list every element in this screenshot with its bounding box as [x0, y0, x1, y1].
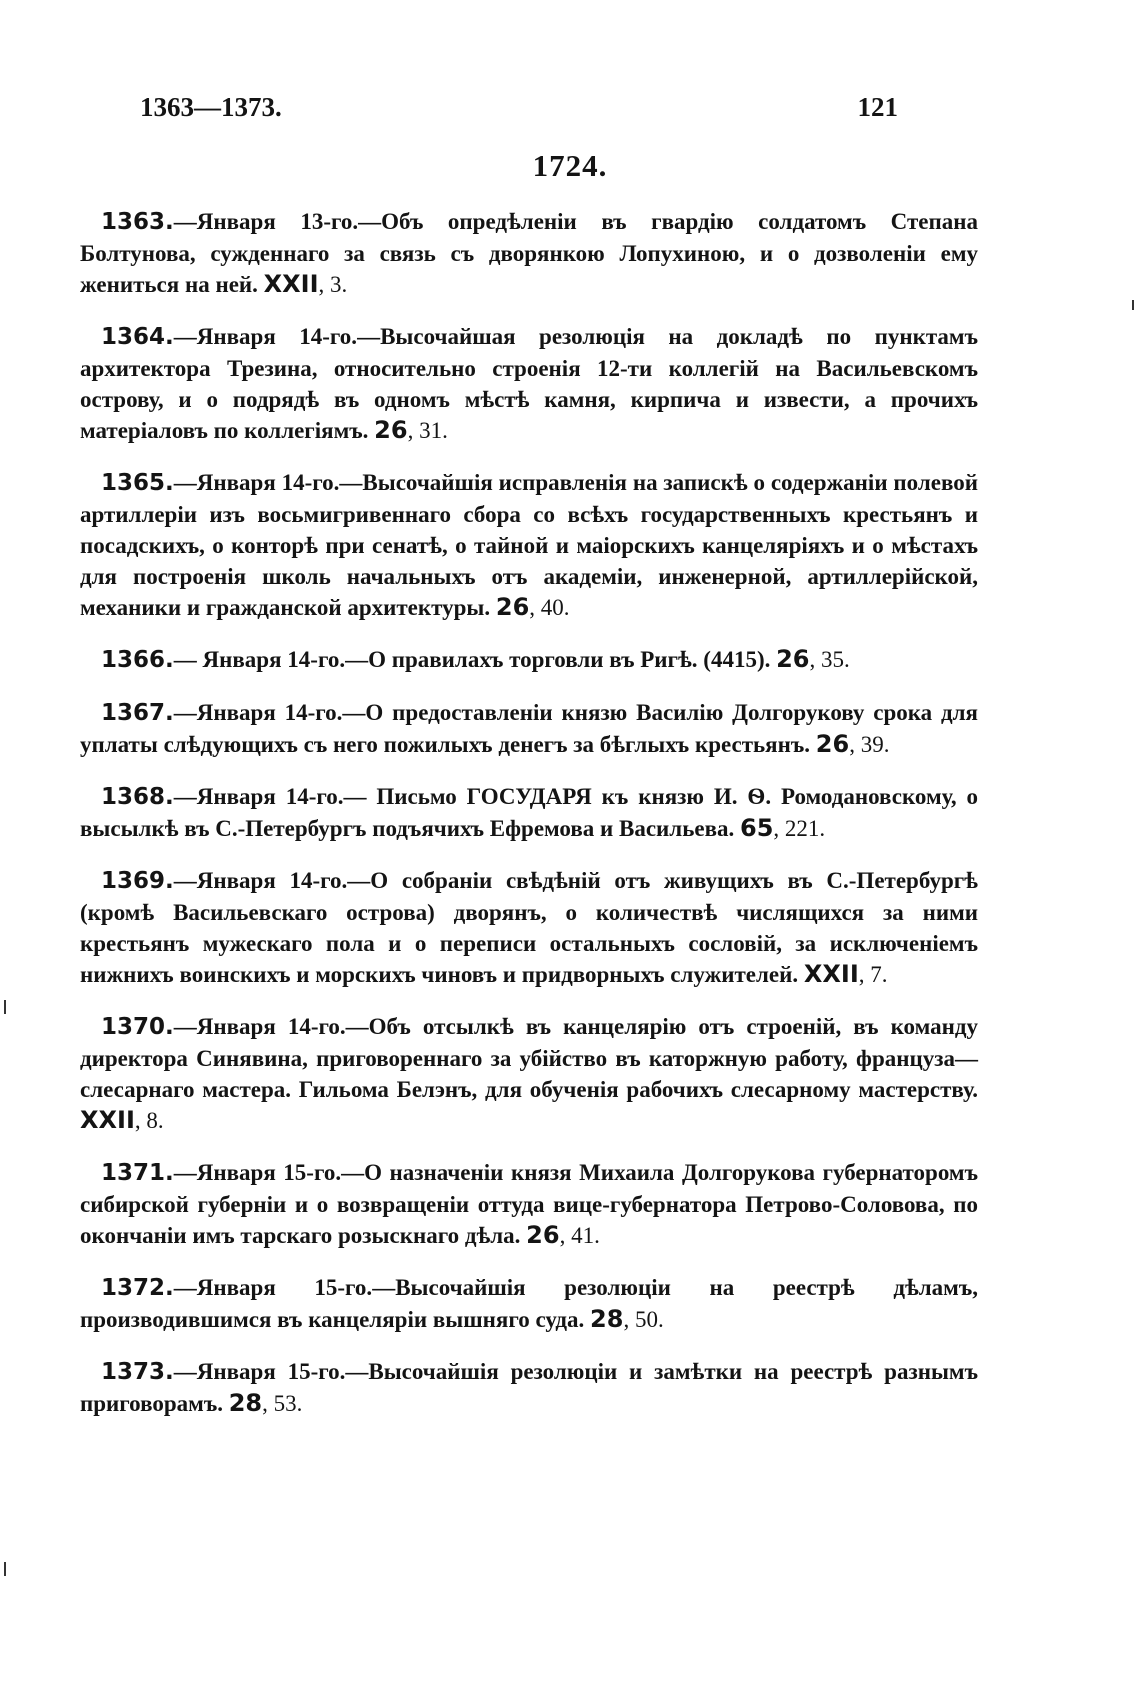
entry-text: —Высочайшія резолюціи и замѣтки на реестрѣ разнымъ приговорамъ.	[80, 1359, 978, 1416]
entry-date: —Января 14-го.	[173, 324, 358, 349]
page-ref: , 221.	[773, 816, 826, 841]
volume-ref: 28	[590, 1305, 624, 1333]
entry-date: —Января 14-го.	[173, 784, 344, 809]
entry-number: 1366.	[101, 647, 174, 673]
volume-ref: XXII	[80, 1106, 135, 1134]
entry-1363	[80, 206, 978, 300]
page-ref: , 40.	[529, 595, 570, 620]
entry-number: 1371.	[101, 1160, 174, 1186]
entry-text: —О назначеніи князя Михаила Долгорукова губернаторомъ сибирской губерніи и о возвращеніи оттуда вице-губернатора Петрово-Соловова, по окончаніи имъ тарскаго розыскнаго дѣла.	[80, 1160, 978, 1248]
entry-date: —Января 14-го.	[173, 700, 343, 725]
volume-ref: XXII	[263, 270, 319, 298]
entry-number: 1363.	[101, 209, 174, 235]
entry-number: 1365.	[101, 470, 174, 496]
entry-1369	[80, 865, 978, 990]
page-ref: , 8.	[134, 1108, 164, 1133]
entry-date: —Января 15-го.	[173, 1160, 342, 1185]
entry-text: — Письмо ГОСУДАРЯ къ князю И. Ѳ. Ромодановскому, о высылкѣ въ С.-Петербургъ подъячихъ Ефремова и Васильева.	[80, 784, 978, 841]
entry-date: —Января 14-го.	[173, 868, 348, 893]
entry-date: —Января 14-го.	[173, 1014, 346, 1039]
entry-date: —Января 15-го.	[173, 1275, 373, 1300]
entry-date: —Января 14-го.	[173, 470, 340, 495]
volume-ref: 26	[495, 593, 530, 621]
year-heading: 1724.	[532, 148, 608, 183]
entry-text: —Высочайшая резолюція на докладѣ по пунктамъ архитектора Трезина, относительно строенія 12-ти коллегій на Васильевскомъ острову, и о подрядѣ въ одномъ мѣстѣ камня, кирпича и извести, а прочихъ матеріаловъ по коллегіямъ.	[80, 324, 978, 443]
entry-1365	[80, 467, 978, 623]
volume-ref: 26	[526, 1221, 560, 1249]
entry-1368	[80, 781, 978, 844]
entry-1364	[80, 321, 978, 446]
volume-ref: 65	[740, 814, 774, 842]
volume-ref: 28	[228, 1389, 263, 1417]
volume-ref: 26	[374, 416, 408, 444]
entry-1371	[80, 1157, 978, 1251]
volume-ref: 26	[776, 645, 810, 673]
entry-number: 1373.	[101, 1359, 174, 1385]
page-ref: , 35.	[809, 647, 850, 672]
entry-1372	[80, 1272, 978, 1335]
entry-text: —О правилахъ торговли въ Ригѣ. (4415).	[345, 647, 771, 672]
entry-list	[80, 206, 978, 1440]
volume-ref: 26	[815, 730, 850, 758]
entry-1370	[80, 1011, 978, 1136]
page-ref: , 39.	[849, 732, 890, 757]
entry-text: —Высочайшія исправленія на запискѣ о содержаніи полевой артиллеріи изъ восьмигривеннаго сбора со всѣхъ государственныхъ крестьянъ и посадскихъ, о конторѣ при сенатѣ, о тайной и маіорскихъ канцеляріяхъ и о мѣстахъ для построенія школь начальныхъ отъ академіи, инженерной, артиллерійской, механики и гражданской архитектуры.	[80, 470, 978, 620]
page-ref: , 53.	[262, 1391, 303, 1416]
page-ref: , 31.	[407, 418, 448, 443]
entry-date: —Января 15-го.	[173, 1359, 346, 1384]
entry-range: 1363—1373.	[140, 92, 282, 122]
entry-number: 1372.	[101, 1275, 174, 1301]
page-ref: , 50.	[623, 1307, 664, 1332]
entry-date: —Января 13-го.	[173, 209, 359, 234]
page-ref: , 3.	[318, 272, 348, 297]
margin-mark	[1132, 300, 1134, 310]
page-ref: , 41.	[559, 1223, 600, 1248]
entry-text: —Высочайшія резолюціи на реестрѣ дѣламъ, производившимся въ канцеляріи вышняго суда.	[80, 1275, 978, 1332]
entry-number: 1368.	[101, 784, 174, 810]
entry-number: 1370.	[101, 1014, 174, 1040]
page-number: 121	[857, 92, 898, 122]
volume-ref: XXII	[803, 960, 859, 988]
entry-number: 1364.	[101, 324, 174, 350]
entry-1366	[80, 644, 978, 676]
entry-date: — Января 14-го.	[173, 647, 346, 672]
entry-text: —Объ опредѣленіи въ гвардію солдатомъ Степана Болтунова, сужденнаго за связь съ дворянкою Лопухиною, и о дозволеніи ему жениться на ней.	[80, 209, 978, 297]
entry-text: —О собраніи свѣдѣній отъ живущихъ въ С.-Петербургѣ (кромѣ Васильевскаго острова) дворянъ, о количествѣ числящихся за ними крестьянъ мужескаго пола и о переписи остальныхъ сословій, за исключеніемъ нижнихъ воинскихъ и морскихъ чиновъ и придворныхъ служителей.	[80, 868, 978, 987]
entry-1367	[80, 697, 978, 760]
entry-1373	[80, 1356, 978, 1419]
entry-text: —Объ отсылкѣ въ канцелярію отъ строеній, въ команду директора Синявина, приговореннаго за убійство въ каторжную работу, француза—слесарнаго мастера. Гильома Белэнъ, для обученія рабочихъ слесарному мастерству.	[80, 1014, 978, 1102]
entry-number: 1369.	[101, 868, 174, 894]
entry-text: —О предоставленіи князю Василію Долгорукову срока для уплаты слѣдующихъ съ него пожилыхъ денегъ за бѣглыхъ крестьянъ.	[80, 700, 978, 757]
running-head	[140, 92, 898, 132]
margin-mark	[4, 1000, 6, 1014]
entry-number: 1367.	[101, 700, 174, 726]
page-ref: , 7.	[858, 962, 888, 987]
margin-mark	[4, 1562, 6, 1576]
